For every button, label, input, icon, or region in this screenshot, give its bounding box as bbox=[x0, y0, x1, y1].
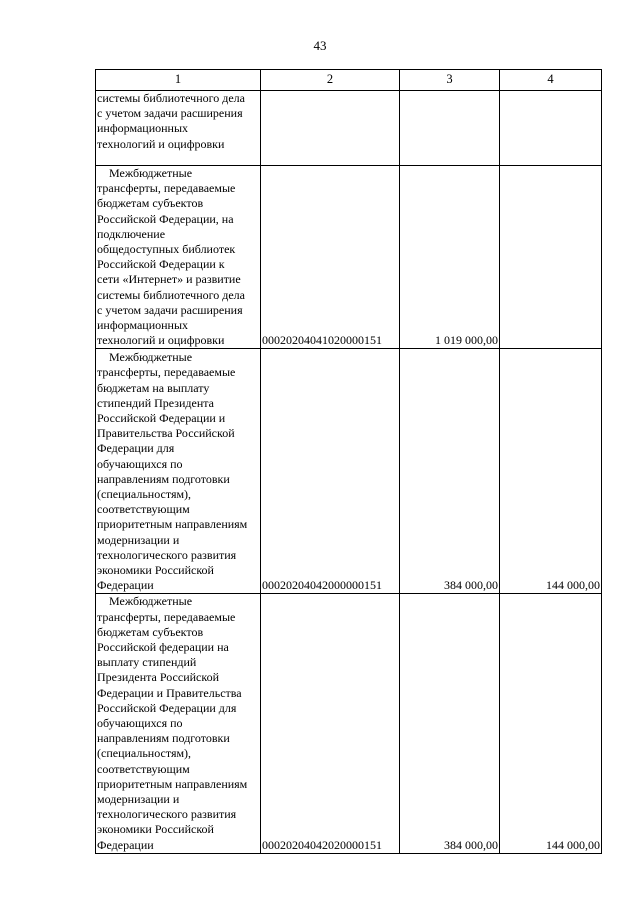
table-header-row bbox=[96, 70, 602, 91]
amount-col3-cell bbox=[400, 91, 500, 166]
budget-table bbox=[95, 69, 602, 854]
name-line: информационных bbox=[97, 121, 189, 136]
name-line: Федерации bbox=[97, 837, 154, 852]
name-line: бюджетам субъектов bbox=[97, 624, 204, 639]
name-line: соответствующим bbox=[97, 761, 190, 776]
name-line: с учетом задачи расширения bbox=[97, 302, 243, 317]
column-header-4: 4 bbox=[500, 70, 602, 91]
table-row bbox=[96, 594, 602, 853]
name-line: общедоступных библиотек bbox=[97, 242, 236, 257]
name-line: бюджетам на выплату bbox=[97, 380, 210, 395]
name-line: Правительства Российской bbox=[97, 426, 235, 441]
row-name-cell bbox=[96, 594, 261, 853]
amount-col3-cell: 384 000,00 bbox=[400, 349, 500, 594]
name-line: выплату стипендий bbox=[97, 655, 197, 670]
row-name-cell bbox=[96, 91, 261, 166]
name-line: Российской Федерации и bbox=[97, 411, 226, 425]
code-cell: 00020204042000000151 bbox=[261, 349, 400, 594]
code-cell: 00020204041020000151 bbox=[261, 166, 400, 349]
name-line: направлениям подготовки bbox=[97, 731, 230, 746]
name-line: информационных bbox=[97, 318, 189, 333]
name-line: направлениям подготовки bbox=[97, 471, 230, 486]
name-line: системы библиотечного дела bbox=[97, 287, 245, 302]
name-line: (специальностям), bbox=[97, 746, 192, 761]
name-line: Федерации bbox=[97, 578, 154, 593]
name-line: экономики Российской bbox=[97, 822, 214, 837]
name-line: Межбюджетные bbox=[109, 350, 193, 365]
name-line: технологического развития bbox=[97, 807, 237, 822]
amount-col4-cell: 144 000,00 bbox=[500, 349, 602, 594]
name-line: Федерации и Правительства bbox=[97, 685, 242, 700]
table-row bbox=[96, 91, 602, 166]
name-line: Межбюджетные bbox=[109, 166, 193, 180]
name-line: модернизации и bbox=[97, 532, 180, 547]
name-line: Федерации для bbox=[97, 441, 175, 456]
name-line: системы библиотечного дела bbox=[97, 91, 245, 105]
name-line: обучающихся по bbox=[97, 456, 183, 471]
name-line: приоритетным направлениям bbox=[97, 517, 248, 532]
code-cell bbox=[261, 91, 400, 166]
name-line: модернизации и bbox=[97, 792, 180, 807]
name-line: сети «Интернет» и развитие bbox=[97, 272, 241, 287]
name-line: бюджетам субъектов bbox=[97, 196, 204, 211]
name-line: трансферты, передаваемые bbox=[97, 181, 236, 196]
name-line: Межбюджетные bbox=[109, 594, 193, 609]
page-number: 43 bbox=[313, 38, 327, 53]
table-row bbox=[96, 349, 602, 594]
column-header-1: 1 bbox=[96, 70, 261, 91]
name-line: Российской Федерации к bbox=[97, 257, 225, 272]
name-line: стипендий Президента bbox=[97, 395, 214, 410]
name-line: соответствующим bbox=[97, 502, 190, 517]
name-line: с учетом задачи расширения bbox=[97, 106, 243, 121]
amount-col3-cell: 384 000,00 bbox=[400, 594, 500, 853]
amount-col3-cell: 1 019 000,00 bbox=[400, 166, 500, 349]
column-header-3: 3 bbox=[400, 70, 500, 91]
name-line: (специальностям), bbox=[97, 487, 192, 502]
name-line: трансферты, передаваемые bbox=[97, 365, 236, 380]
amount-col4-cell: 144 000,00 bbox=[500, 594, 602, 853]
name-line: технологий и оцифровки bbox=[97, 136, 225, 151]
name-line: технологического развития bbox=[97, 547, 237, 562]
name-line: трансферты, передаваемые bbox=[97, 609, 236, 624]
name-line: Российской Федерации, на bbox=[97, 211, 234, 226]
name-line: обучающихся по bbox=[97, 716, 183, 731]
amount-col4-cell bbox=[500, 91, 602, 166]
name-line: Президента Российской bbox=[97, 670, 220, 685]
amount-col4-cell bbox=[500, 166, 602, 349]
column-header-2: 2 bbox=[261, 70, 400, 91]
name-line: экономики Российской bbox=[97, 563, 214, 578]
code-cell: 00020204042020000151 bbox=[261, 594, 400, 853]
table-row bbox=[96, 166, 602, 349]
name-line: Российской Федерации для bbox=[97, 700, 237, 715]
name-line: Российской федерации на bbox=[97, 640, 229, 655]
name-line: технологий и оцифровки bbox=[97, 333, 225, 348]
row-name-cell bbox=[96, 349, 261, 594]
name-line: подключение bbox=[97, 226, 166, 241]
row-name-cell bbox=[96, 166, 261, 349]
name-line: приоритетным направлениям bbox=[97, 776, 248, 791]
